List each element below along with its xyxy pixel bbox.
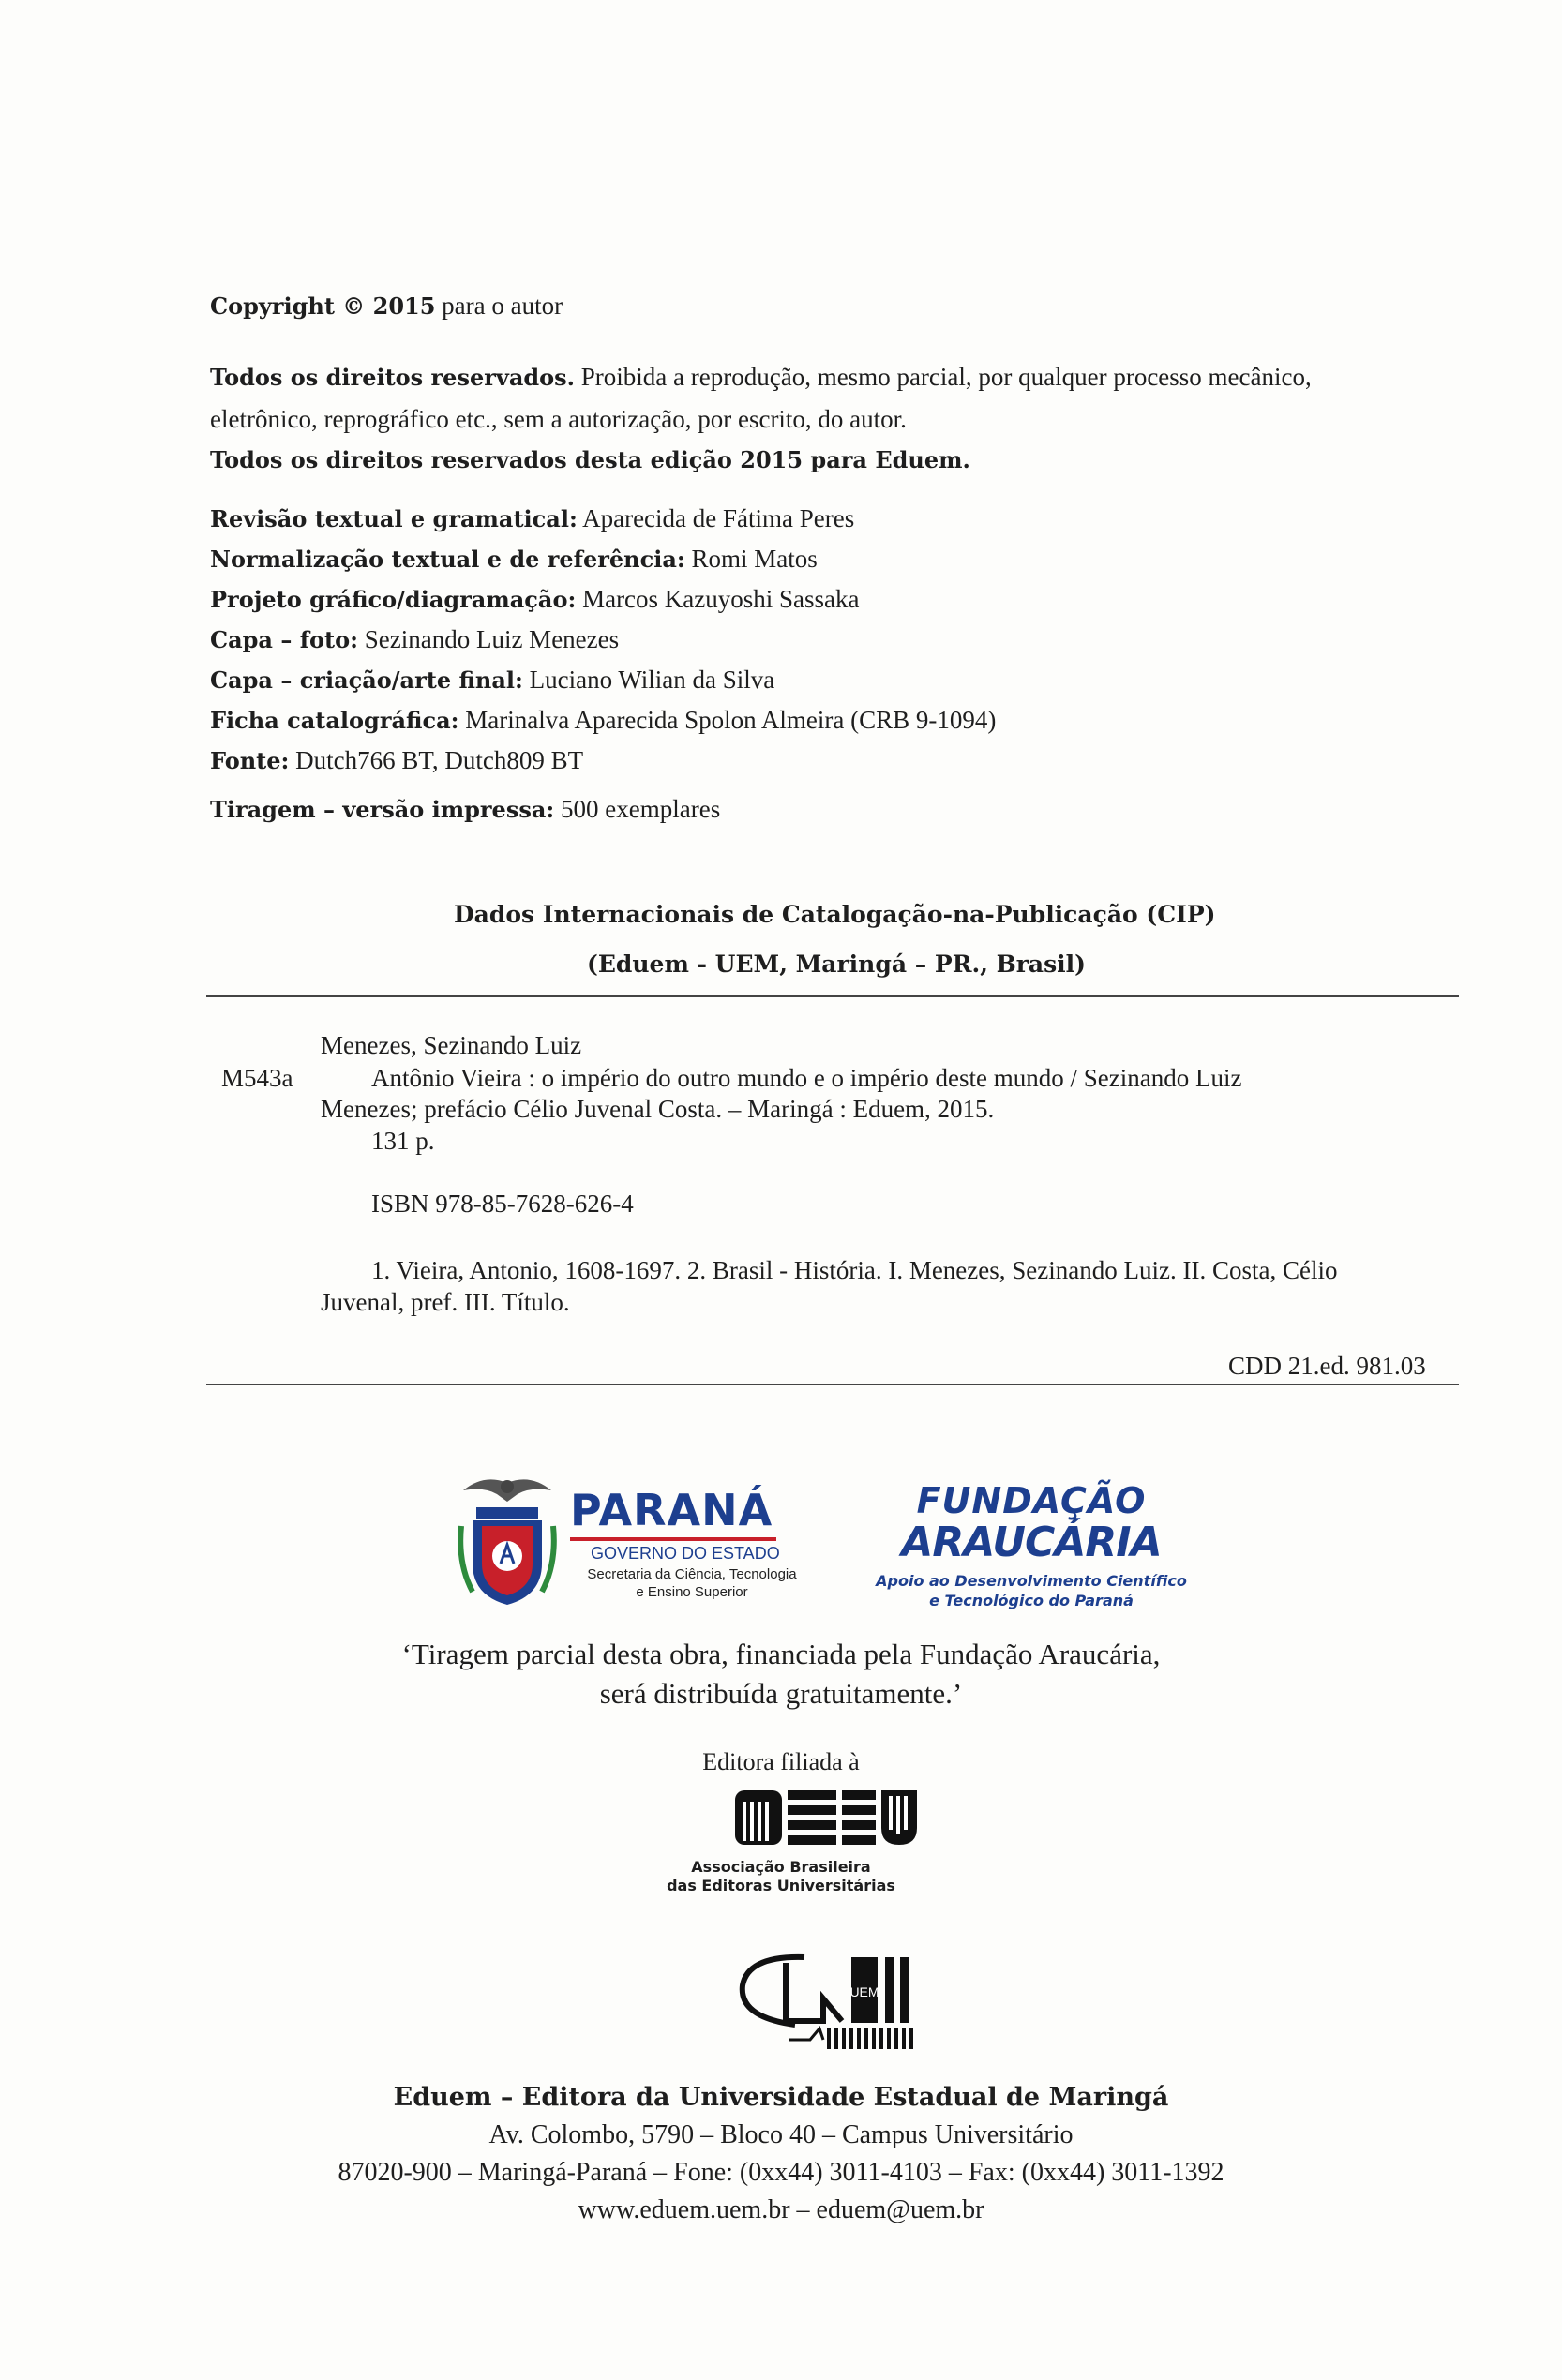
credit-projeto-grafico: Projeto gráfico/diagramação: Marcos Kazuyoshi Sassaka bbox=[210, 585, 860, 613]
cip-pages: 131 p. bbox=[371, 1127, 435, 1155]
copyright-text: para o autor bbox=[442, 292, 563, 320]
cip-call-number: M543a bbox=[221, 1064, 293, 1092]
funding-note bbox=[0, 1635, 1562, 1714]
abeu-name bbox=[0, 1858, 1562, 1895]
publisher-block bbox=[0, 2079, 1562, 2229]
rights-paragraph bbox=[210, 356, 1457, 481]
cip-title-2: Menezes; prefácio Célio Juvenal Costa. – Maringá : Eduem, 2015. bbox=[321, 1095, 995, 1123]
cip-subjects-2: Juvenal, pref. III. Título. bbox=[321, 1288, 570, 1316]
cip-heading-1: Dados Internacionais de Catalogação-na-Publicação (CIP) bbox=[454, 901, 1216, 928]
publisher-address: Av. Colombo, 5790 – Bloco 40 – Campus Universitário bbox=[488, 2120, 1074, 2149]
eduem-logo-icon bbox=[729, 1942, 926, 2057]
copyright-line bbox=[210, 286, 1457, 326]
credit-normalizacao: Normalização textual e de referência: Romi Matos bbox=[210, 545, 818, 573]
cip-title-1: Antônio Vieira : o império do outro mundo e o império deste mundo / Sezinando Luiz bbox=[371, 1064, 1242, 1092]
credit-capa-foto: Capa – foto: Sezinando Luiz Menezes bbox=[210, 625, 620, 653]
credits-list bbox=[210, 499, 1457, 781]
parana-name: PARANÁ bbox=[570, 1485, 773, 1535]
cip-author: Menezes, Sezinando Luiz bbox=[321, 1031, 582, 1059]
araucaria-line1: FUNDAÇÃO bbox=[916, 1480, 1147, 1521]
publisher-contact: 87020-900 – Maringá-Paraná – Fone: (0xx44) 3011-4103 – Fax: (0xx44) 3011-1392 bbox=[338, 2158, 1224, 2187]
araucaria-tag1: Apoio ao Desenvolvimento Científico bbox=[876, 1572, 1187, 1590]
abeu-logo-icon bbox=[733, 1787, 921, 1849]
parana-line2: e Ensino Superior bbox=[636, 1584, 748, 1600]
cip-subjects-1: 1. Vieira, Antonio, 1608-1697. 2. Brasil - História. I. Menezes, Sezinando Luiz. II. Costa, Célio bbox=[371, 1256, 1338, 1284]
parana-logo-text bbox=[570, 1485, 814, 1616]
abeu-name-2: das Editoras Universitárias bbox=[667, 1877, 895, 1894]
credit-capa-arte: Capa – criação/arte final: Luciano Wilian da Silva bbox=[210, 666, 775, 694]
credit-ficha: Ficha catalográfica: Marinalva Aparecida Spolon Almeira (CRB 9-1094) bbox=[210, 706, 997, 734]
copyright-label: Copyright © 2015 bbox=[210, 292, 436, 320]
funding-note-1: ‘Tiragem parcial desta obra, financiada pela Fundação Araucária, bbox=[401, 1638, 1161, 1670]
cip-top-rule bbox=[206, 995, 1459, 997]
rights-text-2: eletrônico, reprográfico etc., sem a autorização, por escrito, do autor. bbox=[210, 405, 907, 433]
eduem-logo-text: UEM bbox=[849, 1984, 879, 1999]
araucaria-tag2: e Tecnológico do Paraná bbox=[929, 1592, 1134, 1609]
parana-sub: GOVERNO DO ESTADO bbox=[591, 1544, 780, 1563]
publisher-name: Eduem – Editora da Universidade Estadual de Maringá bbox=[393, 2083, 1169, 2112]
rights-text-1: Proibida a reprodução, mesmo parcial, por qualquer processo mecânico, bbox=[580, 363, 1312, 391]
araucaria-line2: ARAUCÁRIA bbox=[901, 1519, 1162, 1566]
abeu-name-1: Associação Brasileira bbox=[691, 1858, 871, 1876]
cip-isbn: ISBN 978-85-7628-626-4 bbox=[371, 1190, 634, 1218]
rights-edition: Todos os direitos reservados desta edição 2015 para Eduem. bbox=[210, 446, 970, 473]
credit-fonte: Fonte: Dutch766 BT, Dutch809 BT bbox=[210, 746, 584, 774]
cip-cdd: CDD 21.ed. 981.03 bbox=[1228, 1352, 1426, 1380]
cip-heading-2: (Eduem - UEM, Maringá – PR., Brasil) bbox=[587, 951, 1087, 978]
print-run: Tiragem – versão impressa: 500 exemplares bbox=[210, 795, 721, 823]
abeu-intro: Editora filiada à bbox=[702, 1748, 860, 1775]
funding-note-2: será distribuída gratuitamente.’ bbox=[599, 1677, 963, 1710]
rights-lead: Todos os direitos reservados. bbox=[210, 364, 576, 391]
cip-bottom-rule bbox=[206, 1384, 1459, 1385]
parana-coat-of-arms-icon bbox=[456, 1470, 559, 1609]
parana-line1: Secretaria da Ciência, Tecnologia bbox=[587, 1566, 797, 1582]
credit-revisao: Revisão textual e gramatical: Aparecida de Fátima Peres bbox=[210, 504, 855, 532]
araucaria-logo bbox=[853, 1481, 1209, 1622]
publisher-web: www.eduem.uem.br – eduem@uem.br bbox=[578, 2195, 984, 2224]
